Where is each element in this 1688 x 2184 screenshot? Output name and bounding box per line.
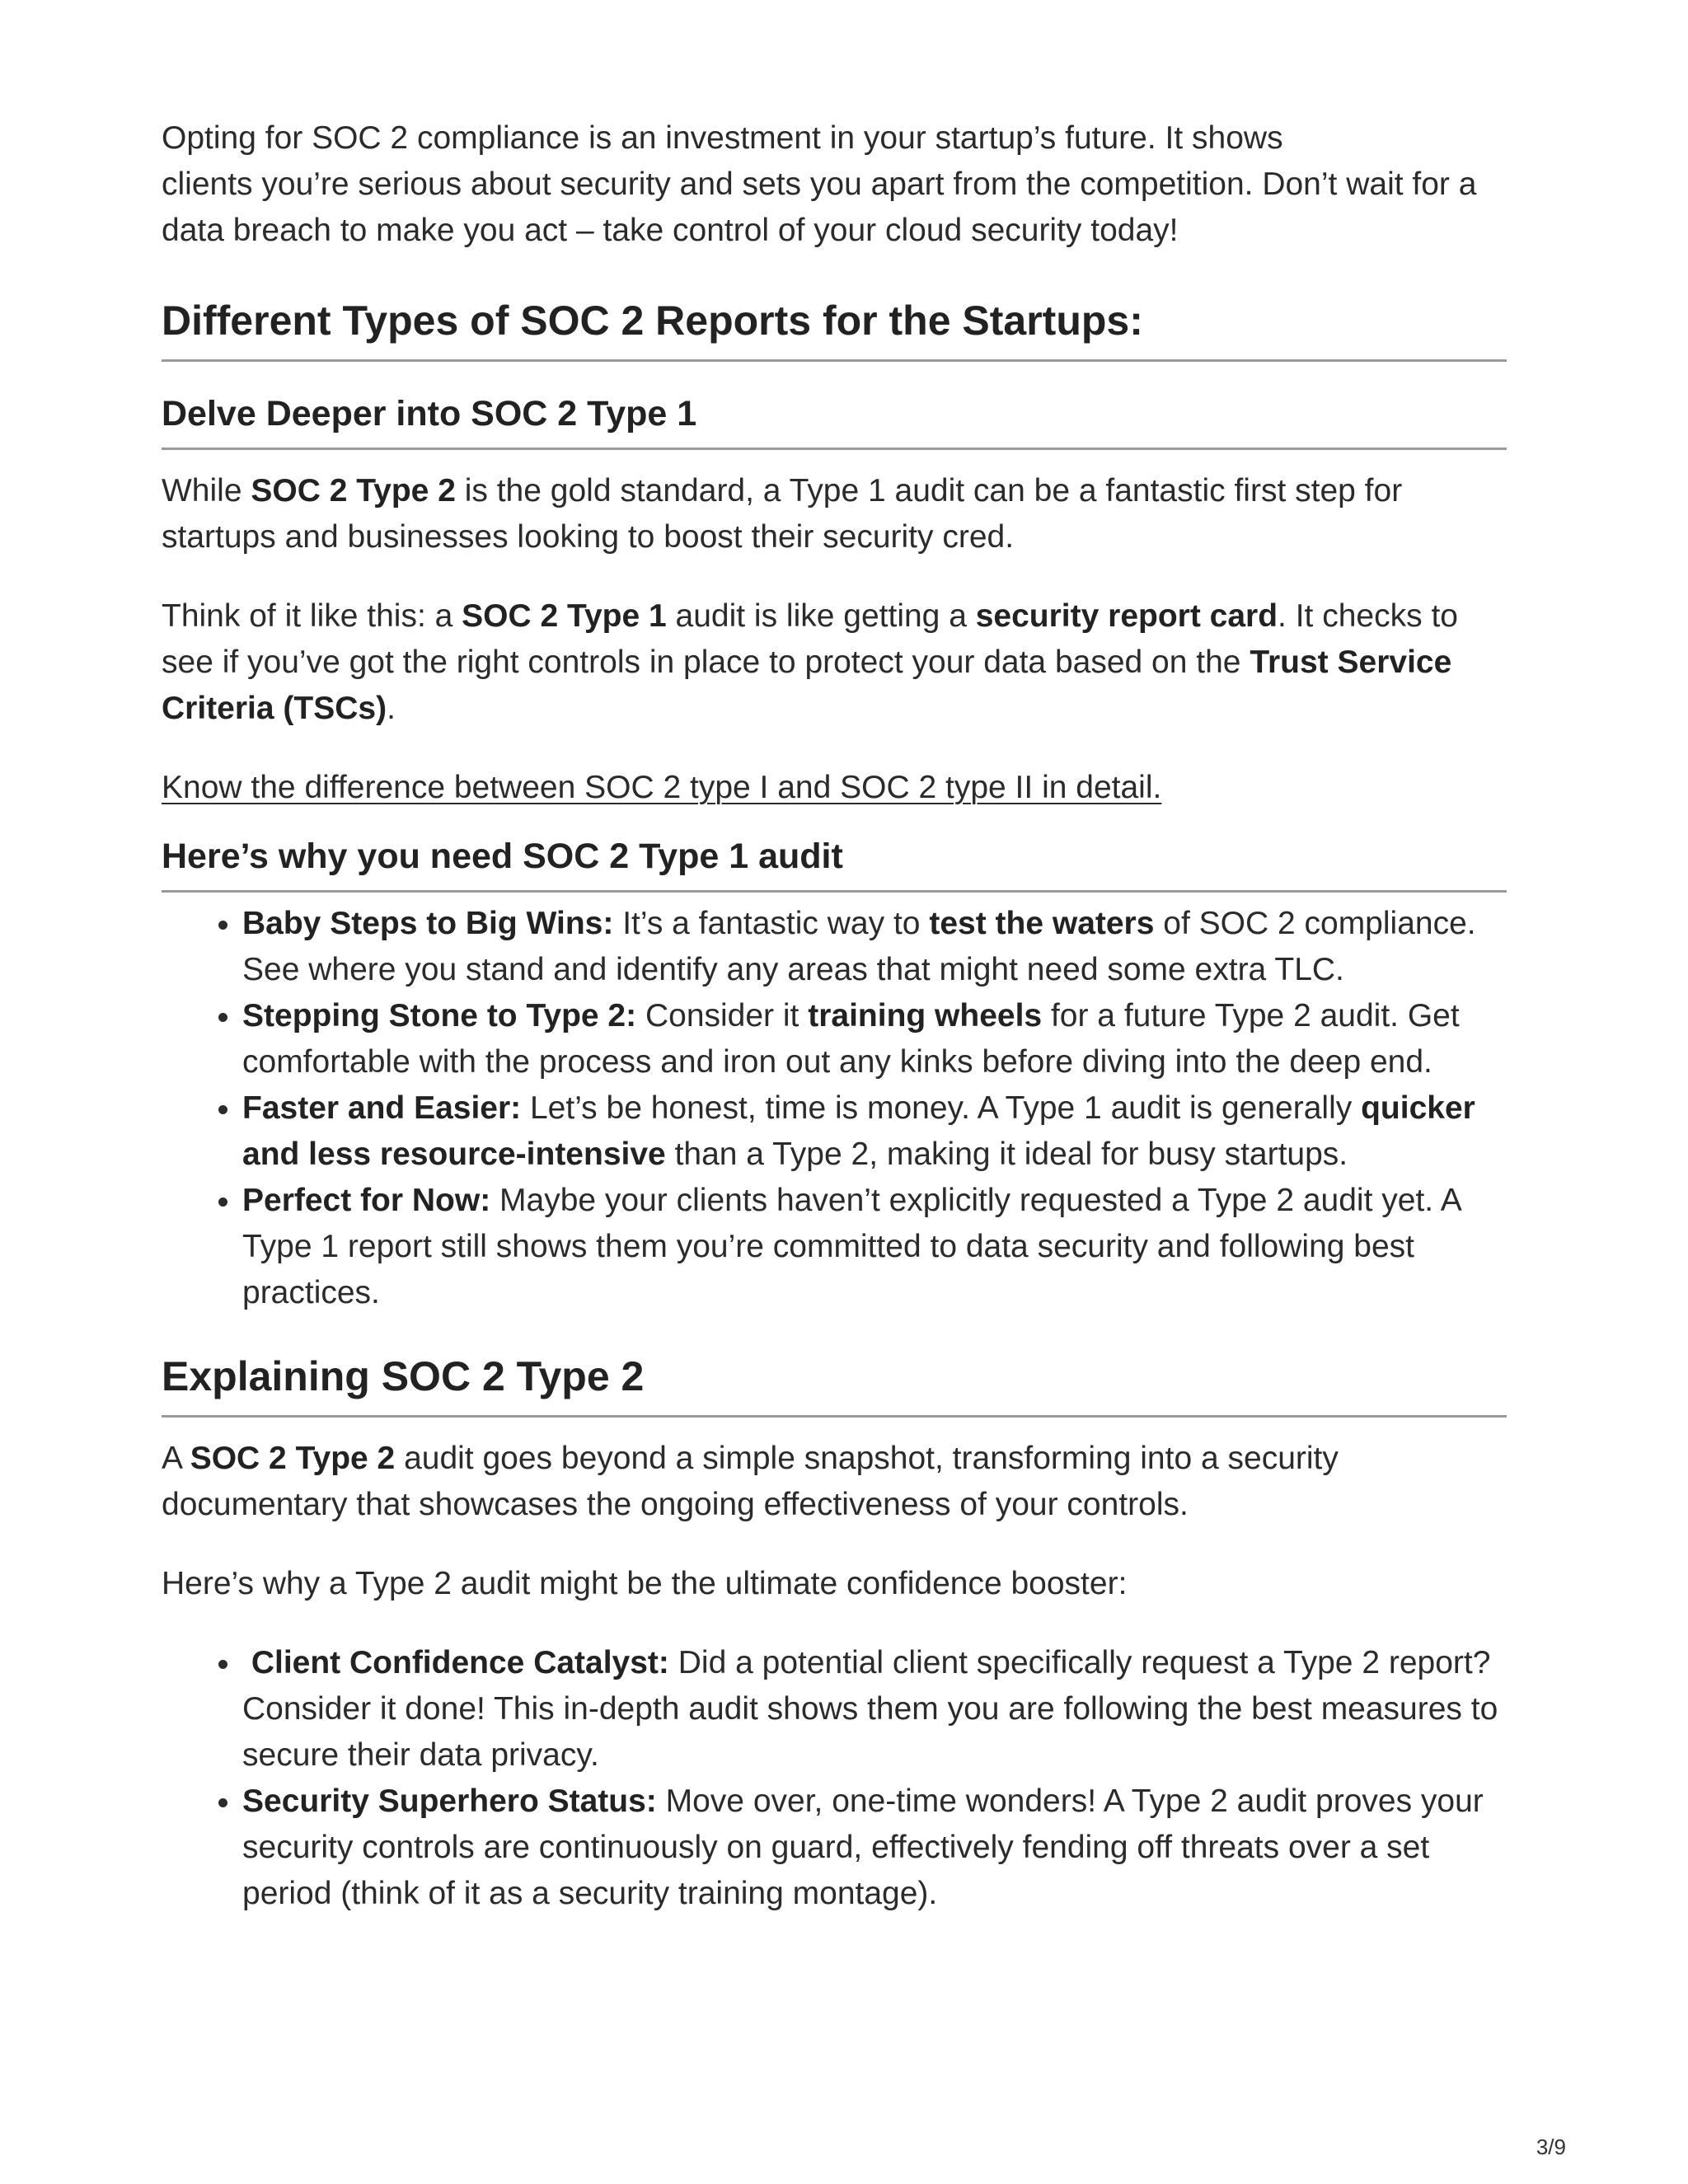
list-item-text: Did a potential client specifically request a Type 2 report? Consider it done! This in-depth audit shows them you are following the best measures to secure their data privacy.	[242, 1645, 1498, 1773]
list-item-title: Perfect for Now:	[242, 1183, 491, 1218]
type1-p2-text-c: . It checks to see if you’ve got the right controls in place to protect your data based on the	[162, 598, 1458, 680]
type2-p1-bold: SOC 2 Type 2	[190, 1441, 396, 1476]
type2-paragraph-1	[162, 1436, 1507, 1528]
type1-p1-text-b: is the gold standard, a Type 1 audit can be a fantastic first step for startups and businesses looking to boost their security cred.	[162, 473, 1403, 555]
type2-list	[162, 1640, 1507, 1917]
list-item	[242, 993, 1507, 1085]
type1-p2-bold-1: SOC 2 Type 1	[462, 598, 667, 634]
intro-paragraph	[162, 115, 1507, 254]
list-item	[242, 901, 1507, 993]
type1-p2-text-d: .	[387, 691, 396, 726]
list-item-title: Stepping Stone to Type 2:	[242, 998, 637, 1033]
heading-type1: Delve Deeper into SOC 2 Type 1	[162, 391, 1507, 450]
type1-link-paragraph	[162, 765, 1507, 811]
list-item	[242, 1779, 1507, 1917]
list-item-text: than a Type 2, making it ideal for busy startups.	[665, 1137, 1348, 1172]
list-item-title: Security Superhero Status:	[242, 1783, 657, 1819]
type1-paragraph-1	[162, 468, 1507, 560]
type1-p2-bold-3: Trust Service Criteria (TSCs)	[162, 644, 1452, 726]
type1-p1-bold: SOC 2 Type 2	[251, 473, 456, 509]
type2-p1-text-b: audit goes beyond a simple snapshot, transforming into a security documentary that showcases the ongoing effectiveness of your controls.	[162, 1441, 1339, 1522]
list-item	[242, 1640, 1507, 1779]
list-item	[242, 1085, 1507, 1178]
list-item-bold: training wheels	[808, 998, 1043, 1033]
why-type1-list	[162, 901, 1507, 1316]
type2-paragraph-2: Here’s why a Type 2 audit might be the ultimate confidence booster:	[162, 1566, 1128, 1601]
section-heading-report-types: Different Types of SOC 2 Reports for the Startups:	[162, 295, 1507, 362]
type1-p2-text-b: audit is like getting a	[666, 598, 976, 634]
heading-why-type1: Here’s why you need SOC 2 Type 1 audit	[162, 834, 1507, 893]
list-item-text: Let’s be honest, time is money. A Type 1 audit is generally	[521, 1090, 1362, 1126]
page-number: 3/9	[1536, 2135, 1566, 2159]
list-item-text: for a future Type 2 audit. Get comfortable with the process and iron out any kinks before diving into the deep end.	[242, 998, 1460, 1080]
type-comparison-link[interactable]: Know the difference between SOC 2 type I and SOC 2 type II in detail.	[162, 770, 1162, 805]
type1-p2-text-a: Think of it like this: a	[162, 598, 462, 634]
document-page	[162, 115, 1507, 1917]
list-item-text: Maybe your clients haven’t explicitly requested a Type 2 audit yet. A Type 1 report still shows them you’re committed to data security and following best practices.	[242, 1183, 1461, 1310]
type1-paragraph-2	[162, 593, 1507, 732]
list-item-text: It’s a fantastic way to	[613, 906, 930, 941]
type2-p1-text-a: A	[162, 1441, 190, 1476]
list-item	[242, 1178, 1507, 1316]
intro-line-2: clients you’re serious about security and sets you apart from the competition. Don’t wait for a data breach to make you act – take control of your cloud security today!	[162, 166, 1477, 248]
heading-type2: Explaining SOC 2 Type 2	[162, 1351, 1507, 1418]
intro-line-1: Opting for SOC 2 compliance is an investment in your startup’s future. It shows	[162, 120, 1283, 156]
type1-p2-bold-2: security report card	[975, 598, 1278, 634]
list-item-bold: test the waters	[929, 906, 1155, 941]
list-item-text: of SOC 2 compliance. See where you stand and identify any areas that might need some extra TLC.	[242, 906, 1476, 987]
list-item-bold: quicker and less resource-intensive	[242, 1090, 1475, 1172]
list-item-title: Baby Steps to Big Wins:	[242, 906, 614, 941]
list-item-title: Client Confidence Catalyst:	[242, 1645, 669, 1680]
type1-p1-text-a: While	[162, 473, 251, 509]
list-item-text: Consider it	[636, 998, 809, 1033]
list-item-title: Faster and Easier:	[242, 1090, 522, 1126]
list-item-text: Move over, one-time wonders! A Type 2 audit proves your security controls are continuously on guard, effectively fending off threats over a set period (think of it as a security training montage).	[242, 1783, 1484, 1911]
